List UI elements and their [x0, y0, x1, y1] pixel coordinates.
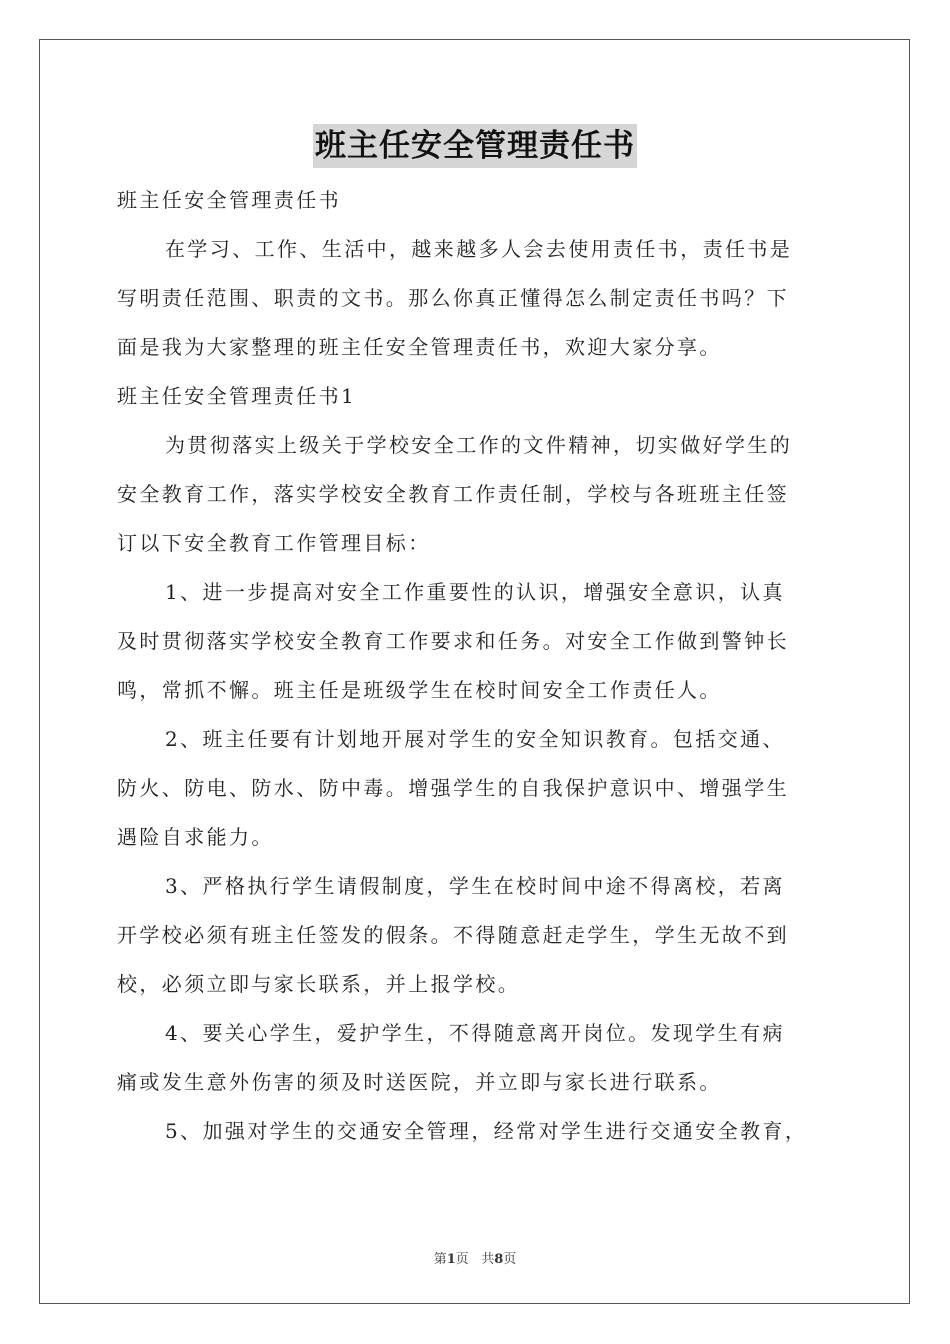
- text-line: 订以下安全教育工作管理目标：: [117, 531, 431, 555]
- document-body: [117, 176, 837, 1156]
- total-suffix: 页: [503, 1252, 517, 1267]
- text-line: 班主任安全管理责任书: [117, 188, 341, 212]
- text-line: 在学习、工作、生活中，越来越多人会去使用责任书，责任书是: [165, 237, 793, 261]
- text-line: 鸣，常抓不懈。班主任是班级学生在校时间安全工作责任人。: [117, 678, 722, 702]
- text-line: 为贯彻落实上级关于学校安全工作的文件精神，切实做好学生的: [165, 433, 793, 457]
- page-footer: [0, 1248, 950, 1267]
- text-line: 开学校必须有班主任签发的假条。不得随意赶走学生，学生无故不到: [117, 923, 789, 947]
- text-line: 2、班主任要有计划地开展对学生的安全知识教育。包括交通、: [165, 727, 785, 751]
- current-page-number: 1: [446, 1252, 456, 1267]
- page-suffix: 页: [455, 1252, 469, 1267]
- total-page-count: 8: [494, 1252, 504, 1267]
- page-prefix: 第: [433, 1252, 447, 1267]
- text-line: 安全教育工作，落实学校安全教育工作责任制，学校与各班班主任签: [117, 482, 789, 506]
- document-title: 班主任安全管理责任书: [313, 124, 637, 168]
- text-line: 痛或发生意外伤害的须及时送医院，并立即与家长进行联系。: [117, 1070, 722, 1094]
- text-line: 写明责任范围、职责的文书。那么你真正懂得怎么制定责任书吗？下: [117, 286, 789, 310]
- text-line: 3、严格执行学生请假制度，学生在校时间中途不得离校，若离: [165, 874, 785, 898]
- text-line: 1、进一步提高对安全工作重要性的认识，增强安全意识，认真: [165, 580, 785, 604]
- total-prefix: 共: [481, 1252, 495, 1267]
- text-line: 及时贯彻落实学校安全教育工作要求和任务。对安全工作做到警钟长: [117, 629, 789, 653]
- text-line: 防火、防电、防水、防中毒。增强学生的自我保护意识中、增强学生: [117, 776, 789, 800]
- text-line: 面是我为大家整理的班主任安全管理责任书，欢迎大家分享。: [117, 335, 722, 359]
- text-line: 5、加强对学生的交通安全管理，经常对学生进行交通安全教育，: [165, 1119, 808, 1143]
- text-line: 班主任安全管理责任书1: [117, 384, 357, 408]
- text-line: 遇险自求能力。: [117, 825, 274, 849]
- title-container: [0, 124, 950, 168]
- text-line: 校，必须立即与家长联系，并上报学校。: [117, 972, 521, 996]
- text-line: 4、要关心学生，爱护学生，不得随意离开岗位。发现学生有病: [165, 1021, 785, 1045]
